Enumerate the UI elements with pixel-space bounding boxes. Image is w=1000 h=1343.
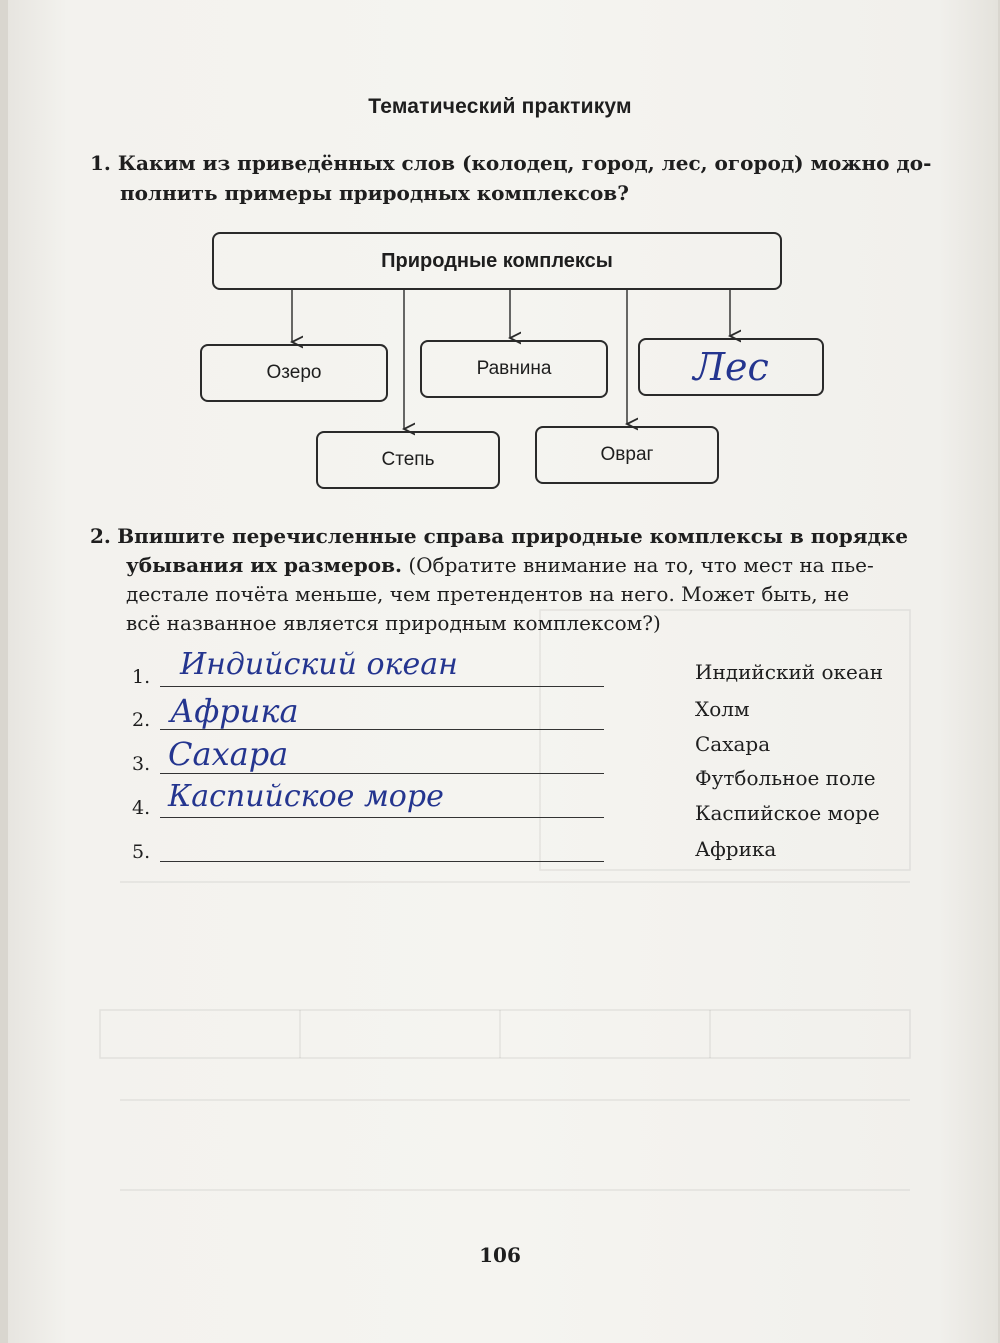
- slot-2-answer[interactable]: Африка: [170, 692, 299, 730]
- page-title: Тематический практикум: [368, 95, 632, 118]
- question-2-line-3: дестале почёта меньше, чем претендентов на него. Может быть, не: [126, 582, 850, 606]
- question-1-line-2: полнить примеры природных комплексов?: [120, 181, 629, 205]
- diagram-root-box: Природные комплексы: [212, 232, 782, 290]
- slot-4-line: [160, 817, 604, 818]
- slot-4-number: 4.: [132, 797, 151, 819]
- diagram-answer-box[interactable]: [638, 338, 824, 396]
- slot-1-line: [160, 686, 604, 687]
- page-number: 106: [479, 1243, 521, 1267]
- question-2-line-4: всё названное является природным комплексом?): [126, 611, 661, 635]
- option-item: Холм: [695, 697, 750, 721]
- diagram-box-ozero: Озеро: [200, 344, 388, 402]
- slot-5-number: 5.: [132, 841, 151, 863]
- option-item: Сахара: [695, 732, 771, 756]
- slot-3-number: 3.: [132, 753, 151, 775]
- slot-5-line: [160, 861, 604, 862]
- handwritten-answer-les: Лес: [693, 345, 769, 389]
- question-1-text-1: Каким из приведённых слов (колодец, город, лес, огород) можно до-: [117, 151, 932, 175]
- slot-2-number: 2.: [132, 709, 151, 731]
- slot-3-line: [160, 773, 604, 774]
- question-2-text-2-bold: убывания их размеров.: [126, 553, 402, 577]
- option-item: Каспийское море: [695, 801, 880, 825]
- question-2-text-2-rest: (Обратите внимание на то, что мест на пье-: [401, 553, 874, 577]
- option-item: Индийский океан: [695, 660, 884, 684]
- slot-1-number: 1.: [132, 666, 151, 688]
- option-item: Африка: [695, 837, 777, 861]
- question-2-line-1: [90, 522, 908, 551]
- diagram-box-ravnina: Равнина: [420, 340, 608, 398]
- slot-3-answer[interactable]: Сахара: [168, 735, 289, 773]
- diagram-box-step: Степь: [316, 431, 500, 489]
- question-2-text-1: Впишите перечисленные справа природные комплексы в порядке: [117, 524, 909, 548]
- question-2-number: 2.: [90, 524, 111, 548]
- option-item: Футбольное поле: [695, 766, 876, 790]
- question-1-number: 1.: [90, 151, 111, 175]
- question-2-line-2: [126, 551, 874, 580]
- diagram-box-ovrag: Овраг: [535, 426, 719, 484]
- slot-1-answer[interactable]: Индийский океан: [180, 647, 458, 682]
- slot-4-answer[interactable]: Каспийское море: [168, 779, 444, 814]
